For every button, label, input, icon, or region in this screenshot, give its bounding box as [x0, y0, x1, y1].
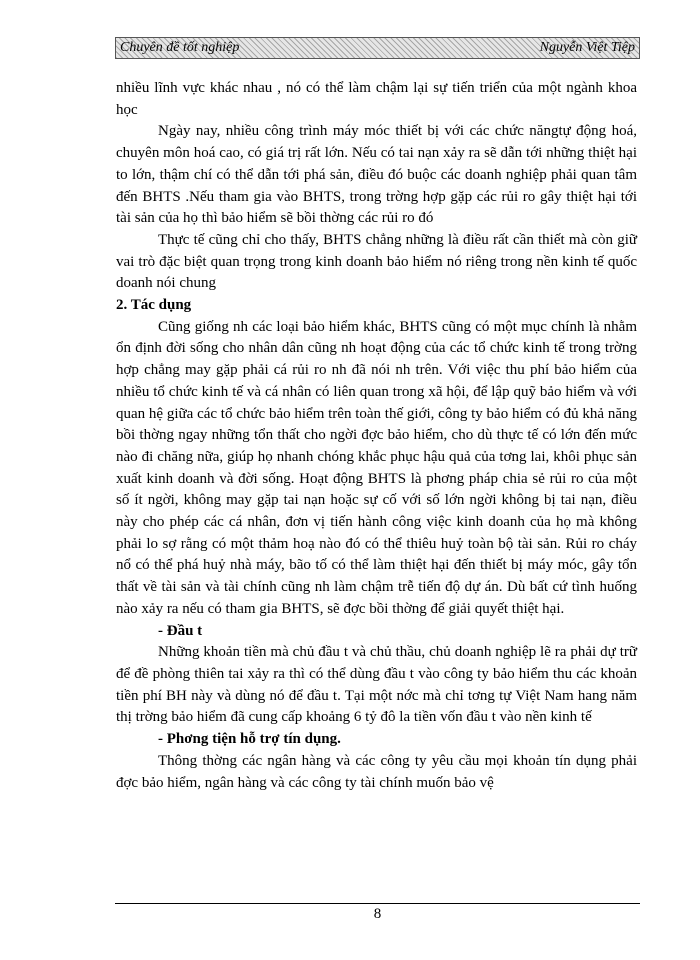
footer-divider — [115, 903, 640, 904]
paragraph-modern-equipment: Ngày nay, nhiều công trình máy móc thiết bị với các chức năngtự động hoá, chuyên môn hoá cao, có giá trị rất lớn. Nếu có tai nạn xảy ra sẽ dẫn tới những thiệt hại to lớn, thậm chí có thể dẫn tới phá sản, điều đó buộc các doanh nghiệp phải quan tâm đến BHTS .Nếu tham gia vào BHTS, trong trờng hợp gặp các rủi ro gây thiệt hại tới tài sản của họ thì bảo hiểm sẽ bồi thờng các rủi ro đó — [116, 123, 637, 227]
paragraph-investment: Những khoản tiền mà chủ đầu t và chủ thầu, chủ doanh nghiệp lẽ ra phải dự trữ để đề phòng thiên tai xảy ra thì có thể dùng đầu t vào công ty bảo hiểm thu các khoản tiền phí BH này và dùng nó để đầu t. Tại một nớc mà chỉ tơng tự Việt Nam hang năm thị trờng bảo hiểm đã cung cấp khoảng 6 tỷ đô la tiền vốn đầu t vào nền kinh tế — [116, 644, 637, 726]
header-document-title: Chuyên đề tốt nghiệp — [120, 40, 240, 55]
paragraph-practical-role: Thực tế cũng chỉ cho thấy, BHTS chẳng những là điều rất cần thiết mà còn giữ vai trò đặc biệt quan trọng trong kinh doanh bảo hiểm nó riêng trong nền kinh tế quốc doanh nói chung — [116, 231, 637, 292]
paragraph-credit-support: Thông thờng các ngân hàng và các công ty yêu cầu mọi khoản tín dụng phải đợc bảo hiểm, ngân hàng và các công ty tài chính muốn bảo vệ — [116, 752, 637, 791]
subheading-investment: - Đầu t — [158, 622, 203, 639]
page-body — [116, 78, 637, 794]
page-header — [115, 37, 640, 59]
subheading-credit-support: - Phơng tiện hỗ trợ tín dụng. — [158, 731, 341, 748]
section-heading-effects: 2. Tác dụng — [116, 297, 192, 314]
page-number: 8 — [373, 906, 382, 922]
header-author-name: Nguyễn Việt Tiệp — [539, 40, 635, 55]
paragraph-effects: Cũng giống nh các loại bảo hiểm khác, BHTS cũng có một mục chính là nhằm ổn định đời sống cho nhân dân cũng nh hoạt động của các tổ chức kinh tế trong trờng hợp chẳng may gặp phải cá rủi ro nh đã nói nh trên. Với việc thu phí bảo hiểm của nhiều tổ chức kinh tế và cá nhân có liên quan trong xã hội, để lập quỹ bảo hiểm và với quan hệ giữa các tổ chức bảo hiểm trên toàn thế giới, công ty bảo hiểm có đủ khả năng bồi thờng ngay những tổn thất cho ngời đợc bảo hiểm, cho dù thực tế có lớn đến mức nào đi chăng nữa, giúp họ nhanh chóng khắc phục hậu quả của tơng lai, khôi phục sản xuất kinh doanh và đời sống. Hoạt động BHTS là phơng pháp chia sẻ rủi ro của một số ít ngời, không may gặp tai nạn hoặc sự cố với số lớn ngời không bị tai nạn, điều này cho phép các cá nhân, đơn vị tiến hành công việc kinh doanh của họ mà không phải lo sợ rằng có một thảm hoạ nào đó có thể thiêu huỷ toàn bộ tài sản. Rủi ro cháy nổ có thể phá huỷ nhà máy, bão tố có thể làm thiệt hại đến thiết bị máy móc, gây tổn thất về tài sản và tài chính cũng nh làm chậm trễ tiến độ dự án. Dù bất cứ tình huống nào xảy ra nếu có tham gia BHTS, sẽ đợc bồi thờng để giải quyết thiệt hại. — [116, 318, 637, 617]
paragraph-continuation: nhiều lĩnh vực khác nhau , nó có thể làm chậm lại sự tiến triển của một ngành khoa học — [116, 80, 637, 118]
